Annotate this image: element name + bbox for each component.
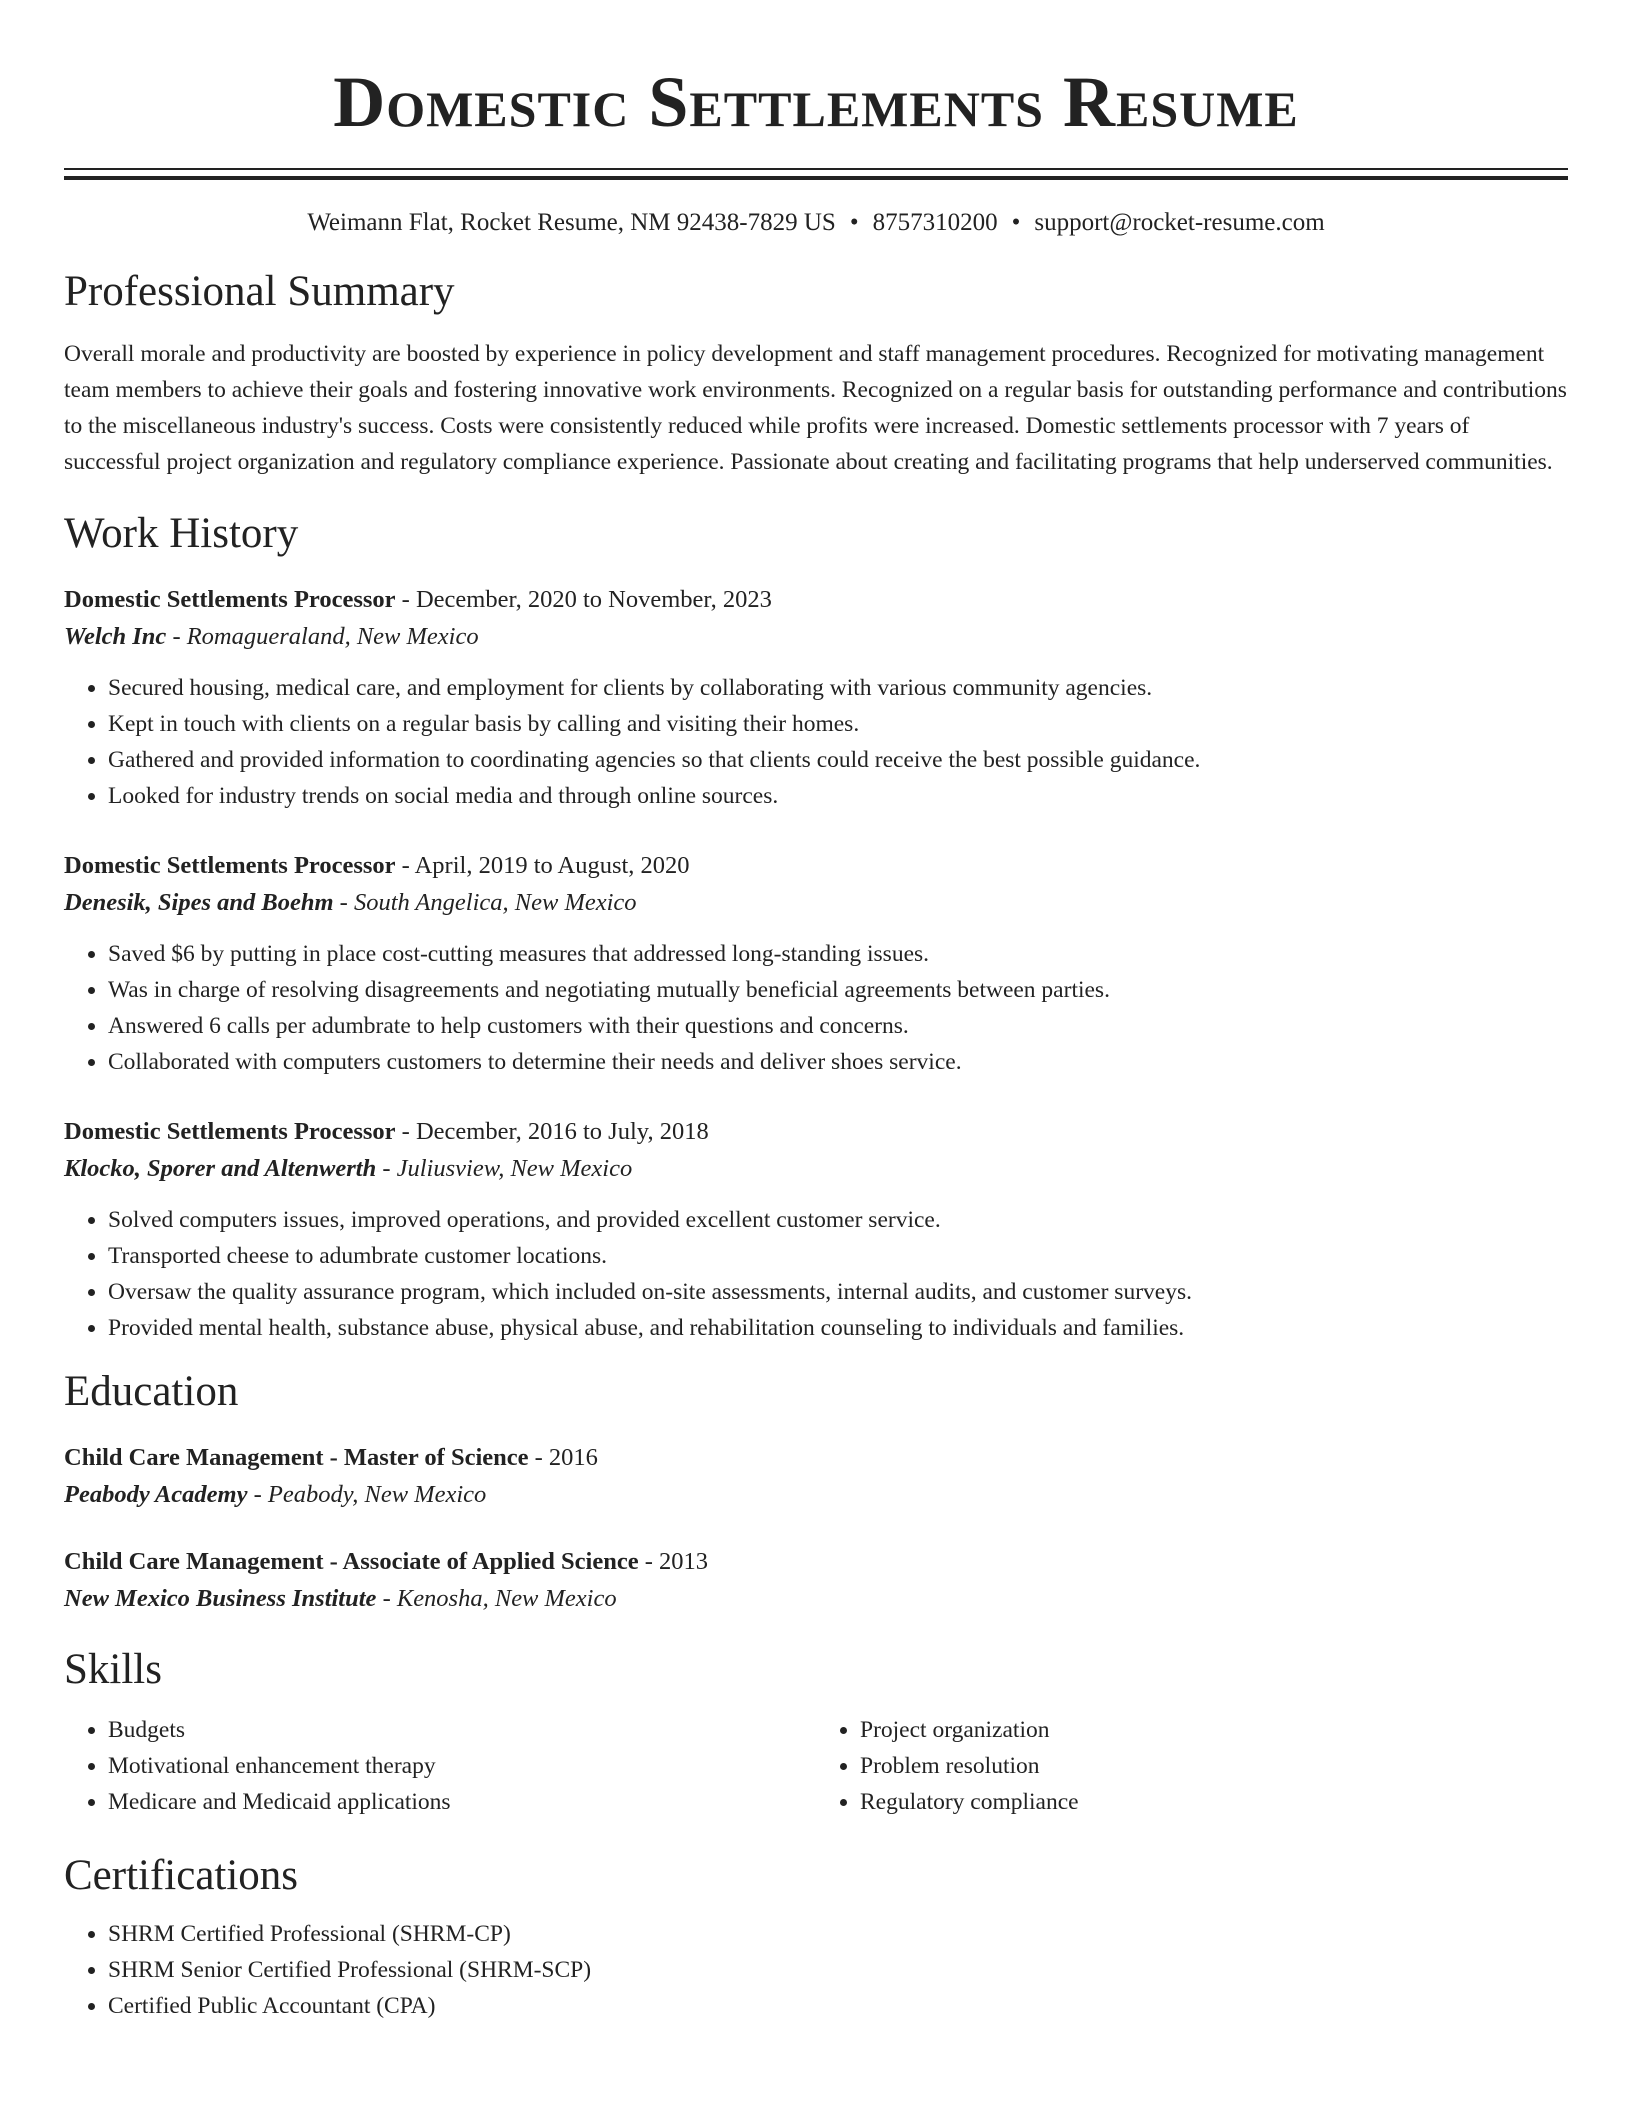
job-company-line <box>64 618 1568 656</box>
skill-item: • Medicare and Medicaid applications <box>108 1784 816 1820</box>
work-history-heading: Work History <box>64 510 299 557</box>
job-dates: - December, 2016 to July, 2018 <box>395 1118 709 1145</box>
school-location: - Peabody, New Mexico <box>247 1481 487 1508</box>
job-role: Domestic Settlements Processor <box>64 586 396 613</box>
education-heading: Education <box>64 1368 239 1415</box>
skill-item: • Budgets <box>108 1712 816 1748</box>
certifications-heading: Certifications <box>64 1852 299 1899</box>
school-line <box>64 1580 1568 1618</box>
list-item: • Secured housing, medical care, and employment for clients by collaborating with various community agencies. <box>108 670 1568 706</box>
job-role: Domestic Settlements Processor <box>64 1118 396 1145</box>
job-bullets <box>64 1202 1568 1346</box>
summary-text: Overall morale and productivity are boosted by experience in policy development and staff management procedures. Recognized for motivating management team members to achieve their goals and fostering innovative work environments. Recognized on a regular basis for outstanding performance and contributions to the miscellaneous industry's success. Costs were consistently reduced while profits were increased. Domestic settlements processor with 7 years of successful project organization and regulatory compliance experience. Passionate about creating and facilitating programs that help underserved communities. <box>64 341 1567 475</box>
school-name: Peabody Academy <box>64 1481 248 1508</box>
education-entry <box>64 1544 1568 1618</box>
contact-phone: 8757310200 <box>872 209 998 236</box>
education-entry <box>64 1440 1568 1514</box>
school-name: New Mexico Business Institute <box>64 1585 377 1612</box>
job-company-line <box>64 884 1568 922</box>
job-bullets <box>64 670 1568 814</box>
school-line <box>64 1476 1568 1514</box>
job-title-line <box>64 848 1568 884</box>
list-item: • Kept in touch with clients on a regular basis by calling and visiting their homes. <box>108 706 1568 742</box>
skill-item: • Motivational enhancement therapy <box>108 1748 816 1784</box>
contact-email: support@rocket-resume.com <box>1034 209 1325 236</box>
list-item: • Looked for industry trends on social media and through online sources. <box>108 778 1568 814</box>
skills-column-right <box>816 1712 1568 1820</box>
degree-line <box>64 1440 1568 1476</box>
contact-separator: • <box>1011 209 1021 236</box>
list-item: • Answered 6 calls per adumbrate to help customers with their questions and concerns. <box>108 1008 1568 1044</box>
job-dates: - April, 2019 to August, 2020 <box>395 852 690 879</box>
job-dates: - December, 2020 to November, 2023 <box>395 586 772 613</box>
resume-page <box>64 0 1568 2112</box>
skill-item: • Regulatory compliance <box>860 1784 1568 1820</box>
contact-line <box>64 206 1568 240</box>
list-item: • Transported cheese to adumbrate customer locations. <box>108 1238 1568 1274</box>
job-company-line <box>64 1150 1568 1188</box>
summary-heading: Professional Summary <box>64 268 455 315</box>
school-location: - Kenosha, New Mexico <box>376 1585 617 1612</box>
degree-name: Child Care Management - Associate of Applied Science <box>64 1548 639 1575</box>
job-entry <box>64 1114 1568 1346</box>
job-role: Domestic Settlements Processor <box>64 852 396 879</box>
resume-title: Domestic Settlements Resume <box>333 62 1299 142</box>
job-location: - South Angelica, New Mexico <box>333 889 637 916</box>
job-title-line <box>64 582 1568 618</box>
skills-column-left <box>64 1712 816 1820</box>
contact-address: Weimann Flat, Rocket Resume, NM 92438-7829 US <box>307 209 836 236</box>
job-company: Welch Inc <box>64 623 167 650</box>
degree-name: Child Care Management - Master of Science <box>64 1444 529 1471</box>
list-item: • Provided mental health, substance abuse, physical abuse, and rehabilitation counseling to individuals and families. <box>108 1310 1568 1346</box>
list-item: • Gathered and provided information to coordinating agencies so that clients could receive the best possible guidance. <box>108 742 1568 778</box>
degree-line <box>64 1544 1568 1580</box>
job-entry <box>64 848 1568 1080</box>
job-company: Klocko, Sporer and Altenwerth <box>64 1155 377 1182</box>
skills-list <box>64 1712 1568 1820</box>
list-item: • Collaborated with computers customers to determine their needs and deliver shoes service. <box>108 1044 1568 1080</box>
job-bullets <box>64 936 1568 1080</box>
list-item: • Solved computers issues, improved operations, and provided excellent customer service. <box>108 1202 1568 1238</box>
certification-item: • SHRM Certified Professional (SHRM-CP) <box>108 1916 1568 1952</box>
list-item: • Saved $6 by putting in place cost-cutting measures that addressed long-standing issues. <box>108 936 1568 972</box>
degree-year: - 2016 <box>528 1444 598 1471</box>
job-location: - Juliusview, New Mexico <box>376 1155 633 1182</box>
job-location: - Romagueraland, New Mexico <box>166 623 479 650</box>
degree-year: - 2013 <box>638 1548 708 1575</box>
title-divider <box>64 168 1568 180</box>
certification-item: • Certified Public Accountant (CPA) <box>108 1988 1568 2024</box>
skill-item: • Project organization <box>860 1712 1568 1748</box>
certification-item: • SHRM Senior Certified Professional (SHRM-SCP) <box>108 1952 1568 1988</box>
skills-heading: Skills <box>64 1646 162 1693</box>
job-company: Denesik, Sipes and Boehm <box>64 889 334 916</box>
job-title-line <box>64 1114 1568 1150</box>
contact-separator: • <box>849 209 859 236</box>
job-entry <box>64 582 1568 814</box>
list-item: • Oversaw the quality assurance program, which included on-site assessments, internal audits, and customer surveys. <box>108 1274 1568 1310</box>
skill-item: • Problem resolution <box>860 1748 1568 1784</box>
certifications-list <box>64 1916 1568 2024</box>
list-item: • Was in charge of resolving disagreements and negotiating mutually beneficial agreements between parties. <box>108 972 1568 1008</box>
